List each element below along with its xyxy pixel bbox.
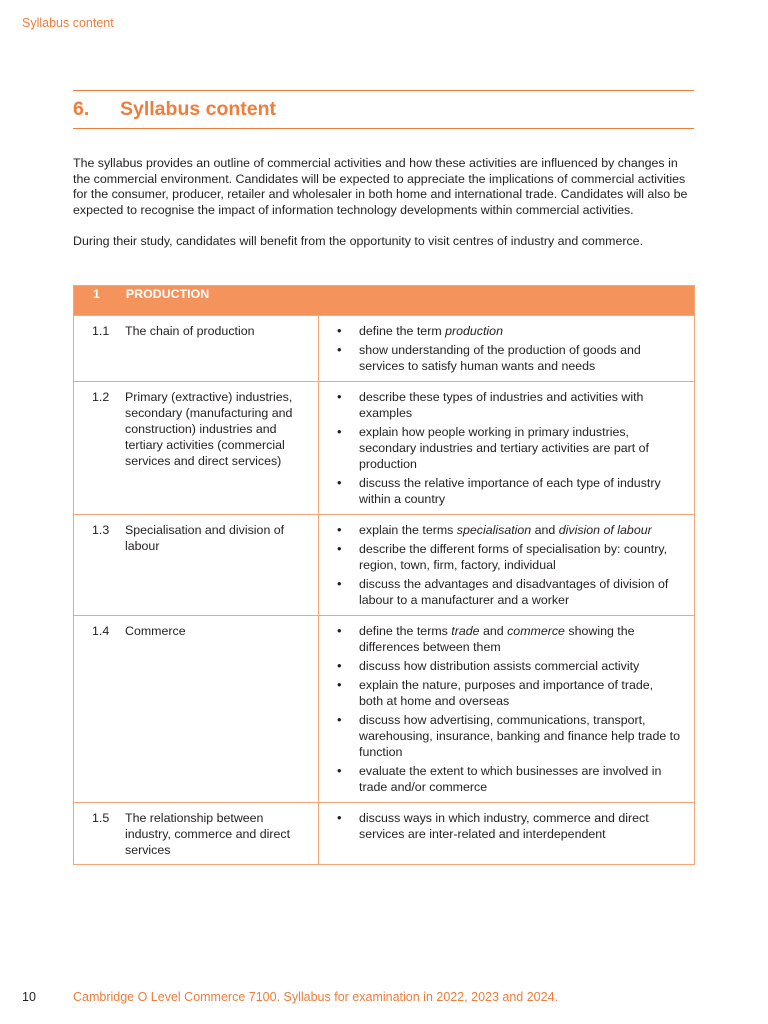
topic-title: Primary (extractive) industries, secondary (manufacturing and construction) industries and tertiary activities (commercial services and direct services) <box>125 390 293 468</box>
section-title: Syllabus content <box>120 98 277 120</box>
table-row <box>74 616 695 803</box>
table-row <box>74 515 695 616</box>
topic-number: 1.4 <box>92 624 110 638</box>
page-number: 10 <box>22 990 36 1004</box>
syllabus-table <box>73 285 695 865</box>
intro-text <box>73 156 698 265</box>
header-title: PRODUCTION <box>125 287 210 301</box>
topic-title: The chain of production <box>125 324 255 338</box>
list-item: • describe the different forms of specialisation by: country, region, town, firm, factory, individual <box>319 541 680 573</box>
list-item: • discuss the relative importance of each type of industry within a country <box>319 475 680 507</box>
topic-cell <box>74 616 319 803</box>
intro-paragraph: During their study, candidates will benefit from the opportunity to visit centres of industry and commerce. <box>73 233 644 248</box>
list-item: • define the terms trade and commerce showing the differences between them <box>319 623 680 655</box>
list-item: • discuss ways in which industry, commerce and direct services are inter-related and interdependent <box>319 810 680 842</box>
table-header-row <box>74 286 695 316</box>
table-header-cell <box>74 286 695 316</box>
topic-number: 1.5 <box>92 811 110 825</box>
section-heading <box>73 90 694 129</box>
header-number: 1 <box>93 287 100 301</box>
topic-cell <box>74 316 319 382</box>
list-item: • explain how people working in primary industries, secondary industries and tertiary activities are part of production <box>319 424 680 472</box>
outcomes-cell <box>319 803 695 865</box>
list-item: • discuss the advantages and disadvantages of division of labour to a manufacturer and a worker <box>319 576 680 608</box>
topic-cell <box>74 803 319 865</box>
running-head: Syllabus content <box>22 16 114 30</box>
topic-title: Commerce <box>125 624 186 638</box>
topic-title: The relationship between industry, commerce and direct services <box>125 811 291 857</box>
list-item: • define the term production <box>319 323 680 339</box>
table-row <box>74 382 695 515</box>
topic-number: 1.2 <box>92 390 110 404</box>
outcomes-cell <box>319 515 695 616</box>
intro-paragraph: The syllabus provides an outline of commercial activities and how these activities are influenced by changes in the commercial environment. Candidates will be expected to appreciate the implications of commercial activities for the consumer, producer, retailer and wholesaler in both home and international trade. Candidates will also be expected to recognise the impact of information technology developments within commercial activities. <box>73 156 688 217</box>
list-item: • explain the nature, purposes and importance of trade, both at home and overseas <box>319 677 680 709</box>
outcomes-cell <box>319 382 695 515</box>
topic-cell <box>74 382 319 515</box>
list-item: • evaluate the extent to which businesses are involved in trade and/or commerce <box>319 763 680 795</box>
footer-text: Cambridge O Level Commerce 7100. Syllabus for examination in 2022, 2023 and 2024. <box>73 990 559 1004</box>
list-item: • discuss how advertising, communications, transport, warehousing, insurance, banking and finance help trade to function <box>319 712 680 760</box>
topic-number: 1.1 <box>92 324 110 338</box>
topic-number: 1.3 <box>92 523 110 537</box>
list-item: • explain the terms specialisation and division of labour <box>319 522 680 538</box>
table-row <box>74 803 695 865</box>
section-number: 6. <box>73 98 90 120</box>
topic-title: Specialisation and division of labour <box>125 523 285 553</box>
list-item: • show understanding of the production of goods and services to satisfy human wants and needs <box>319 342 680 374</box>
list-item: • discuss how distribution assists commercial activity <box>319 658 680 674</box>
outcomes-cell <box>319 316 695 382</box>
table-row <box>74 316 695 382</box>
list-item: • describe these types of industries and activities with examples <box>319 389 680 421</box>
topic-cell <box>74 515 319 616</box>
outcomes-cell <box>319 616 695 803</box>
